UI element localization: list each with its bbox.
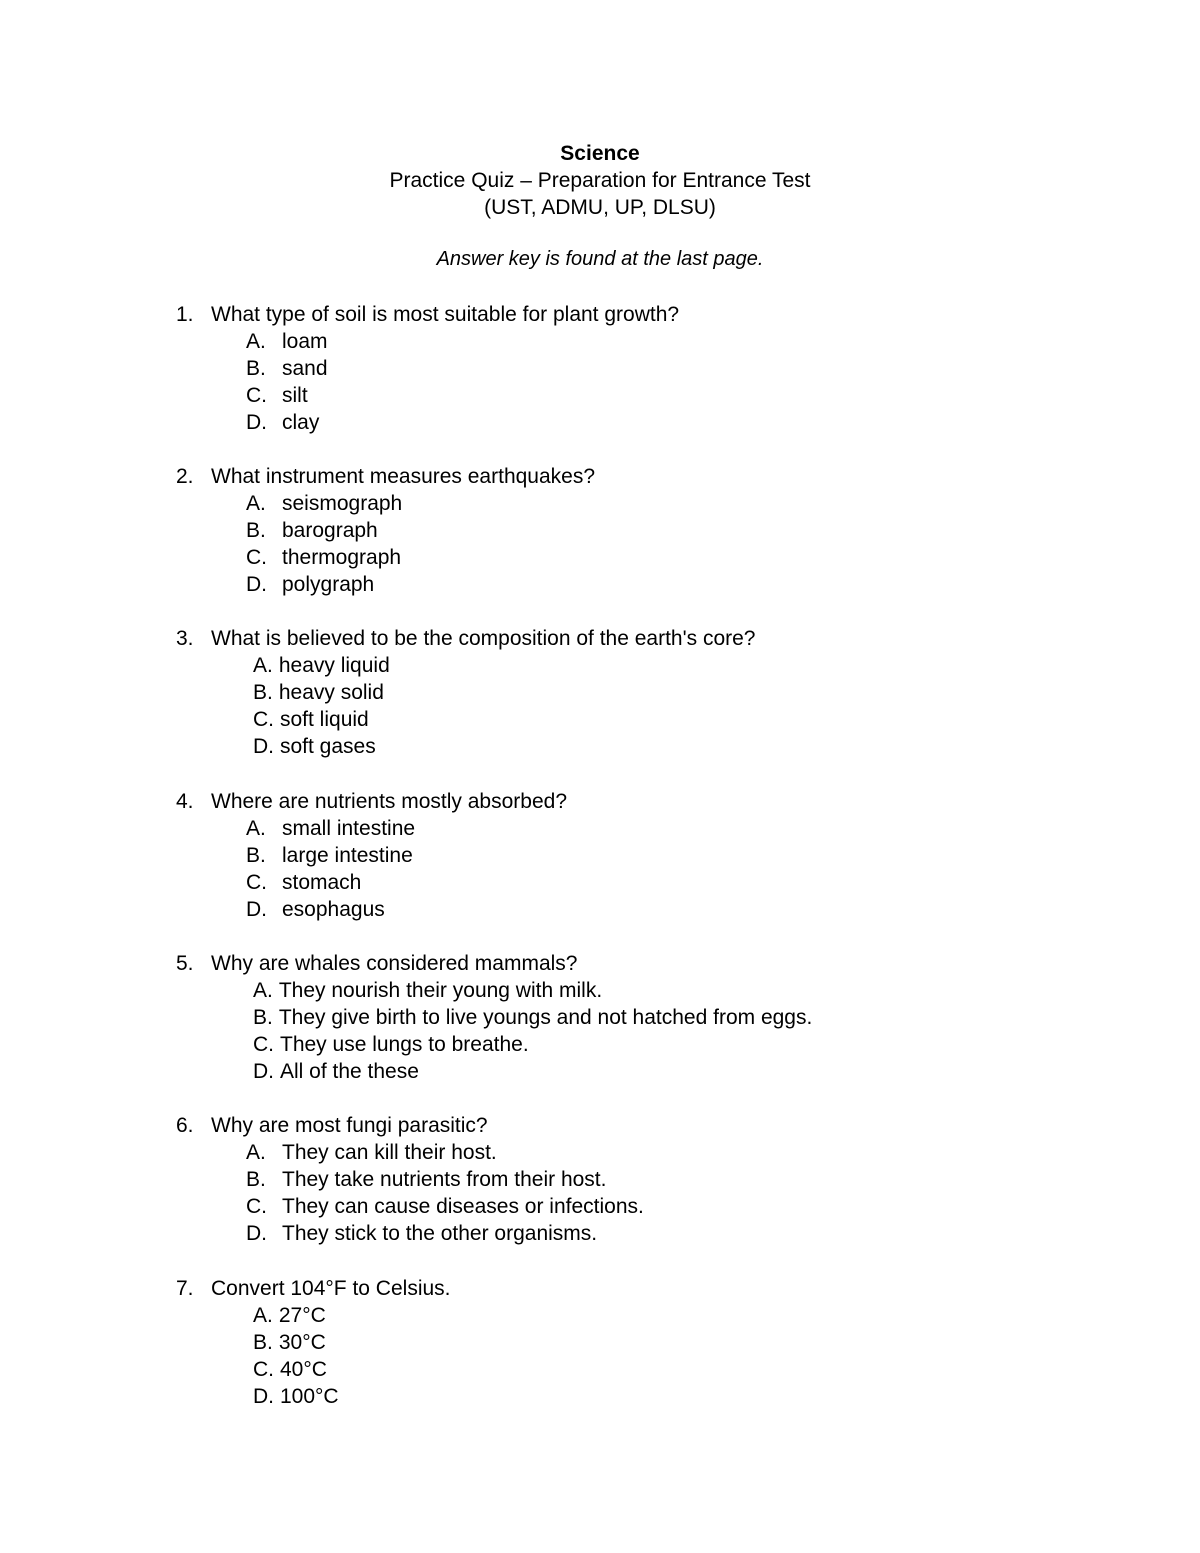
- option-b: [176, 517, 595, 544]
- question-7: [176, 1275, 451, 1410]
- option-a: [176, 815, 567, 842]
- option-letter: A.: [253, 979, 273, 1002]
- option-c: [176, 1356, 451, 1383]
- option-text: heavy solid: [278, 681, 384, 704]
- option-text: polygraph: [282, 573, 375, 596]
- option-b: [176, 1166, 644, 1193]
- question-1: [176, 301, 679, 436]
- option-b: [176, 1004, 812, 1031]
- option-text: barograph: [282, 519, 378, 542]
- option-c: [176, 1031, 812, 1058]
- page-subtitle: Practice Quiz – Preparation for Entrance Test: [389, 169, 811, 192]
- option-text: 100°C: [280, 1385, 339, 1408]
- option-letter: B.: [253, 1006, 273, 1029]
- option-letter: D.: [246, 573, 267, 596]
- option-letter: C.: [246, 871, 267, 894]
- option-text: heavy liquid: [278, 654, 390, 677]
- question-line: [176, 1112, 644, 1139]
- question-2: [176, 463, 595, 598]
- option-letter: B.: [246, 357, 266, 380]
- question-text: Why are whales considered mammals?: [211, 952, 578, 975]
- option-a: [176, 490, 595, 517]
- question-line: [176, 301, 679, 328]
- option-text: clay: [282, 411, 320, 434]
- option-letter: D.: [253, 1385, 274, 1408]
- option-a: [176, 652, 755, 679]
- option-b: [176, 842, 567, 869]
- option-letter: A.: [246, 1141, 266, 1164]
- option-text: They take nutrients from their host.: [282, 1168, 607, 1191]
- option-c: [176, 382, 679, 409]
- question-3: [176, 625, 755, 760]
- option-letter: C.: [253, 708, 274, 731]
- option-d: [176, 896, 567, 923]
- question-number: 1.: [176, 303, 194, 326]
- question-line: [176, 950, 812, 977]
- option-d: [176, 733, 755, 760]
- option-text: soft gases: [280, 735, 376, 758]
- question-text: Where are nutrients mostly absorbed?: [211, 790, 568, 813]
- question-number: 7.: [176, 1277, 194, 1300]
- option-text: loam: [282, 330, 328, 353]
- option-letter: B.: [246, 844, 266, 867]
- option-text: They stick to the other organisms.: [282, 1222, 598, 1245]
- option-d: [176, 1383, 451, 1410]
- option-letter: C.: [253, 1358, 274, 1381]
- option-c: [176, 1193, 644, 1220]
- answer-key-note: Answer key is found at the last page.: [436, 248, 764, 270]
- option-a: [176, 1302, 451, 1329]
- option-letter: D.: [246, 898, 267, 921]
- option-a: [176, 328, 679, 355]
- option-text: They give birth to live youngs and not hatched from eggs.: [278, 1006, 813, 1029]
- option-d: [176, 571, 595, 598]
- question-text: What type of soil is most suitable for plant growth?: [211, 303, 680, 326]
- question-number: 3.: [176, 627, 194, 650]
- question-5: [176, 950, 812, 1085]
- option-letter: D.: [246, 411, 267, 434]
- option-letter: D.: [253, 1060, 274, 1083]
- option-text: soft liquid: [280, 708, 369, 731]
- option-letter: C.: [246, 546, 267, 569]
- option-text: They nourish their young with milk.: [278, 979, 603, 1002]
- option-text: small intestine: [282, 817, 416, 840]
- option-text: seismograph: [282, 492, 403, 515]
- schools-line: (UST, ADMU, UP, DLSU): [484, 196, 716, 219]
- option-letter: B.: [253, 681, 273, 704]
- option-c: [176, 544, 595, 571]
- option-letter: A.: [253, 1304, 273, 1327]
- question-text: Convert 104°F to Celsius.: [211, 1277, 451, 1300]
- option-text: They use lungs to breathe.: [280, 1033, 529, 1056]
- question-line: [176, 1275, 451, 1302]
- option-text: 30°C: [278, 1331, 326, 1354]
- page-title: Science: [560, 142, 640, 165]
- question-line: [176, 788, 567, 815]
- option-text: large intestine: [282, 844, 413, 867]
- option-letter: D.: [246, 1222, 267, 1245]
- option-letter: C.: [253, 1033, 274, 1056]
- option-letter: B.: [253, 1331, 273, 1354]
- option-letter: C.: [246, 1195, 267, 1218]
- option-letter: B.: [246, 1168, 266, 1191]
- question-6: [176, 1112, 644, 1247]
- option-text: stomach: [282, 871, 362, 894]
- option-letter: B.: [246, 519, 266, 542]
- option-letter: A.: [246, 817, 266, 840]
- option-text: They can cause diseases or infections.: [282, 1195, 644, 1218]
- option-letter: A.: [253, 654, 273, 677]
- option-d: [176, 1058, 812, 1085]
- option-b: [176, 1329, 451, 1356]
- document-header: [0, 140, 1200, 221]
- option-text: esophagus: [282, 898, 385, 921]
- question-number: 2.: [176, 465, 194, 488]
- question-number: 4.: [176, 790, 194, 813]
- option-text: sand: [282, 357, 328, 380]
- option-text: thermograph: [282, 546, 402, 569]
- option-c: [176, 706, 755, 733]
- option-text: All of the these: [280, 1060, 419, 1083]
- option-b: [176, 355, 679, 382]
- option-letter: A.: [246, 492, 266, 515]
- question-text: What is believed to be the composition of the earth's core?: [211, 627, 756, 650]
- option-text: silt: [282, 384, 308, 407]
- option-d: [176, 409, 679, 436]
- question-number: 6.: [176, 1114, 194, 1137]
- question-text: Why are most fungi parasitic?: [211, 1114, 488, 1137]
- option-text: They can kill their host.: [282, 1141, 497, 1164]
- option-text: 40°C: [280, 1358, 327, 1381]
- option-a: [176, 977, 812, 1004]
- question-line: [176, 463, 595, 490]
- option-c: [176, 869, 567, 896]
- question-4: [176, 788, 567, 923]
- question-number: 5.: [176, 952, 194, 975]
- option-letter: D.: [253, 735, 274, 758]
- option-text: 27°C: [278, 1304, 326, 1327]
- question-line: [176, 625, 755, 652]
- option-d: [176, 1220, 644, 1247]
- option-b: [176, 679, 755, 706]
- question-text: What instrument measures earthquakes?: [211, 465, 596, 488]
- option-letter: A.: [246, 330, 266, 353]
- option-a: [176, 1139, 644, 1166]
- option-letter: C.: [246, 384, 267, 407]
